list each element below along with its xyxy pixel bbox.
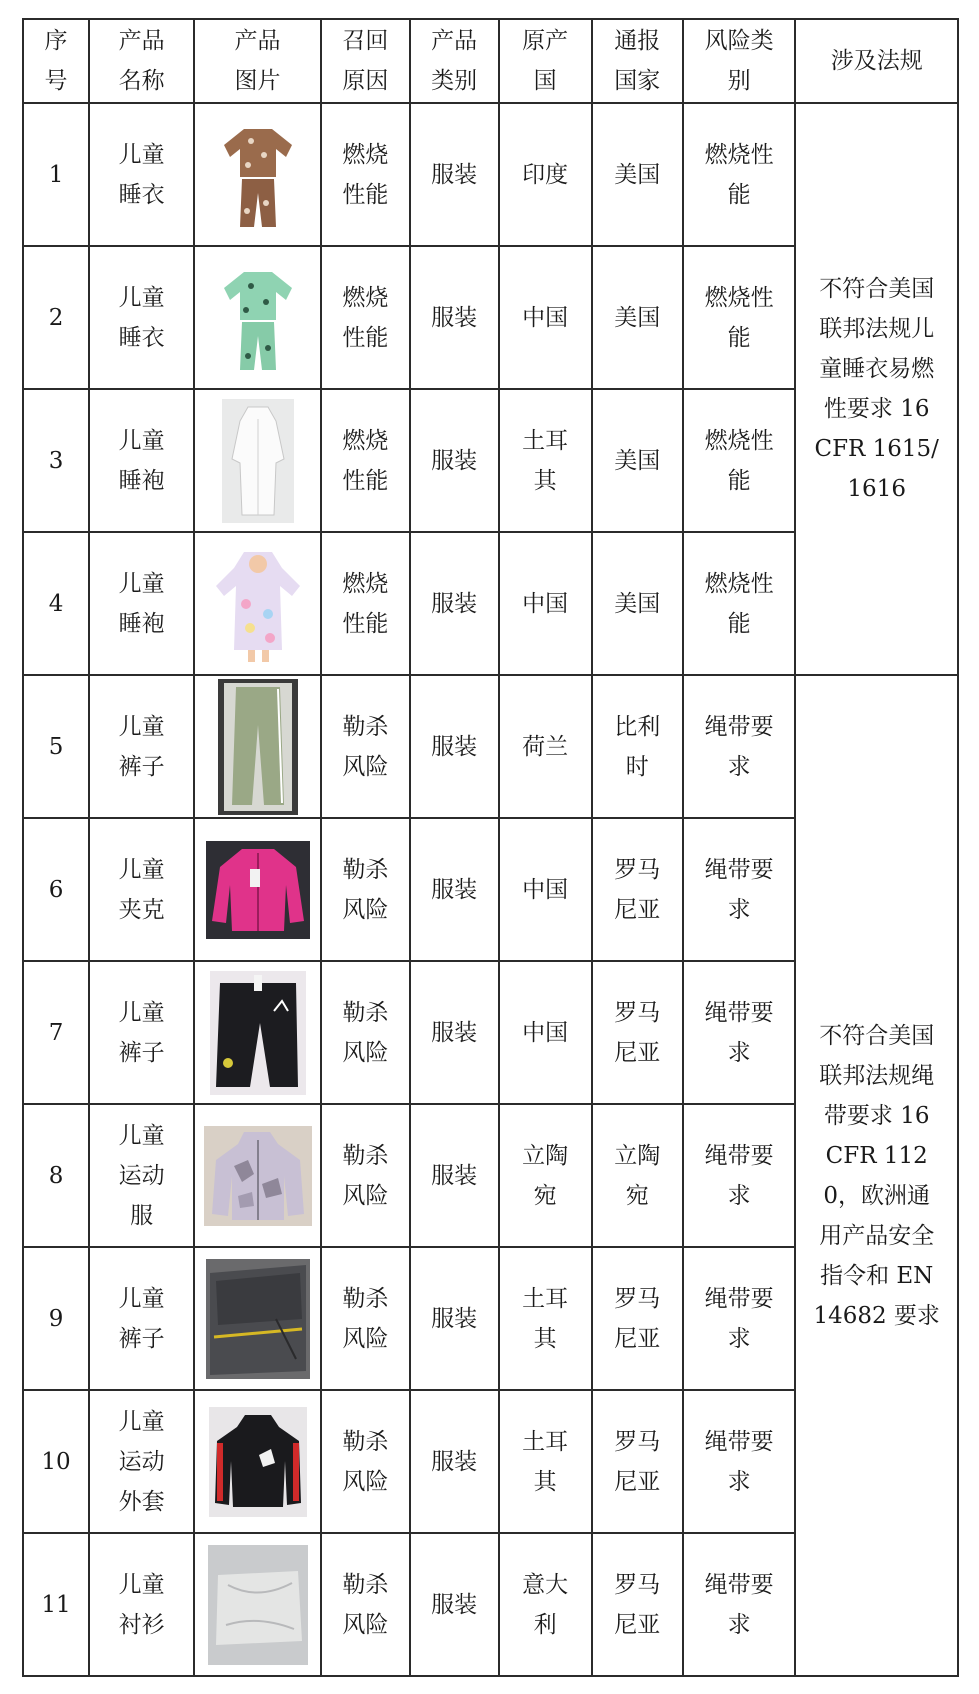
cell-name: 儿童睡衣 [89, 246, 194, 389]
header-image: 产品图片 [194, 19, 321, 103]
cell-image [194, 1533, 321, 1676]
cell-category: 服装 [410, 103, 499, 246]
cell-category: 服装 [410, 1247, 499, 1390]
cell-notifier: 罗马尼亚 [592, 1390, 683, 1533]
cell-no: 8 [23, 1104, 89, 1247]
pajamas-green-image [216, 258, 300, 378]
table-row [23, 675, 958, 818]
cell-name: 儿童睡袍 [89, 389, 194, 532]
cell-reason: 燃烧性能 [321, 389, 410, 532]
cell-image [194, 532, 321, 675]
cell-no: 11 [23, 1533, 89, 1676]
cell-origin: 土耳其 [499, 389, 592, 532]
cell-notifier: 罗马尼亚 [592, 818, 683, 961]
cell-reason: 勒杀风险 [321, 1247, 410, 1390]
pants-black-image [210, 971, 306, 1095]
cell-no: 6 [23, 818, 89, 961]
cell-risk: 燃烧性能 [683, 103, 796, 246]
cell-category: 服装 [410, 532, 499, 675]
cell-category: 服装 [410, 1533, 499, 1676]
cell-no: 1 [23, 103, 89, 246]
cell-origin: 中国 [499, 532, 592, 675]
cell-image [194, 1247, 321, 1390]
cell-reason: 燃烧性能 [321, 532, 410, 675]
cell-category: 服装 [410, 1390, 499, 1533]
cell-no: 5 [23, 675, 89, 818]
cell-risk: 绳带要求 [683, 675, 796, 818]
cell-image [194, 1104, 321, 1247]
header-risk: 风险类别 [683, 19, 796, 103]
cell-name: 儿童运动外套 [89, 1390, 194, 1533]
cell-notifier: 比利时 [592, 675, 683, 818]
cell-risk: 绳带要求 [683, 1247, 796, 1390]
cell-risk: 绳带要求 [683, 1533, 796, 1676]
cell-category: 服装 [410, 818, 499, 961]
table-row [23, 103, 958, 246]
cell-name: 儿童衬衫 [89, 1533, 194, 1676]
cell-origin: 中国 [499, 961, 592, 1104]
cell-notifier: 美国 [592, 389, 683, 532]
cell-risk: 绳带要求 [683, 818, 796, 961]
cell-risk: 燃烧性能 [683, 532, 796, 675]
cell-notifier: 罗马尼亚 [592, 961, 683, 1104]
cell-category: 服装 [410, 389, 499, 532]
pajamas-brown-image [216, 115, 300, 235]
cell-no: 7 [23, 961, 89, 1104]
cell-no: 4 [23, 532, 89, 675]
cell-origin: 意大利 [499, 1533, 592, 1676]
cell-name: 儿童裤子 [89, 961, 194, 1104]
cell-name: 儿童裤子 [89, 1247, 194, 1390]
cell-name: 儿童睡袍 [89, 532, 194, 675]
robe-white-image [222, 399, 294, 523]
hoodie-camo-image [204, 1126, 312, 1226]
cell-notifier: 美国 [592, 103, 683, 246]
cell-risk: 绳带要求 [683, 961, 796, 1104]
tracksuit-black-image [209, 1407, 307, 1517]
cell-category: 服装 [410, 246, 499, 389]
jacket-pink-image [206, 841, 310, 939]
cell-image [194, 389, 321, 532]
cell-notifier: 罗马尼亚 [592, 1533, 683, 1676]
header-no: 序号 [23, 19, 89, 103]
cell-image [194, 675, 321, 818]
cell-name: 儿童夹克 [89, 818, 194, 961]
cell-origin: 中国 [499, 246, 592, 389]
cell-no: 2 [23, 246, 89, 389]
cell-reason: 勒杀风险 [321, 1390, 410, 1533]
cell-reason: 燃烧性能 [321, 246, 410, 389]
pants-grey-image [206, 1259, 310, 1379]
header-category: 产品类别 [410, 19, 499, 103]
cell-name: 儿童运动服 [89, 1104, 194, 1247]
header-regulation: 涉及法规 [795, 19, 958, 103]
cell-origin: 中国 [499, 818, 592, 961]
cell-no: 10 [23, 1390, 89, 1533]
cell-image [194, 1390, 321, 1533]
cell-image [194, 818, 321, 961]
cell-origin: 土耳其 [499, 1390, 592, 1533]
cell-image [194, 961, 321, 1104]
cell-category: 服装 [410, 1104, 499, 1247]
header-notifier: 通报国家 [592, 19, 683, 103]
pants-green-image [218, 679, 298, 815]
cell-image [194, 103, 321, 246]
robe-unicorn-image [210, 542, 306, 666]
header-origin: 原产国 [499, 19, 592, 103]
cell-reason: 勒杀风险 [321, 961, 410, 1104]
header-reason: 召回原因 [321, 19, 410, 103]
cell-risk: 绳带要求 [683, 1104, 796, 1247]
cell-origin: 立陶宛 [499, 1104, 592, 1247]
cell-notifier: 美国 [592, 246, 683, 389]
cell-origin: 印度 [499, 103, 592, 246]
cell-reason: 勒杀风险 [321, 675, 410, 818]
cell-reason: 燃烧性能 [321, 103, 410, 246]
cell-risk: 燃烧性能 [683, 389, 796, 532]
cell-category: 服装 [410, 675, 499, 818]
recall-table [22, 18, 959, 1677]
cell-notifier: 立陶宛 [592, 1104, 683, 1247]
cell-reason: 勒杀风险 [321, 818, 410, 961]
header-name: 产品名称 [89, 19, 194, 103]
cell-name: 儿童睡衣 [89, 103, 194, 246]
header-row [23, 19, 958, 103]
cell-name: 儿童裤子 [89, 675, 194, 818]
cell-no: 3 [23, 389, 89, 532]
cell-notifier: 美国 [592, 532, 683, 675]
cell-notifier: 罗马尼亚 [592, 1247, 683, 1390]
shirt-white-image [208, 1545, 308, 1665]
cell-no: 9 [23, 1247, 89, 1390]
cell-category: 服装 [410, 961, 499, 1104]
cell-origin: 土耳其 [499, 1247, 592, 1390]
cell-risk: 燃烧性能 [683, 246, 796, 389]
cell-risk: 绳带要求 [683, 1390, 796, 1533]
cell-regulation: 不符合美国联邦法规绳带要求 16 CFR 1120，欧洲通用产品安全指令和 EN 14682 要求 [795, 675, 958, 1676]
cell-reason: 勒杀风险 [321, 1104, 410, 1247]
cell-origin: 荷兰 [499, 675, 592, 818]
cell-image [194, 246, 321, 389]
cell-reason: 勒杀风险 [321, 1533, 410, 1676]
cell-regulation: 不符合美国联邦法规儿童睡衣易燃性要求 16 CFR 1615/1616 [795, 103, 958, 675]
